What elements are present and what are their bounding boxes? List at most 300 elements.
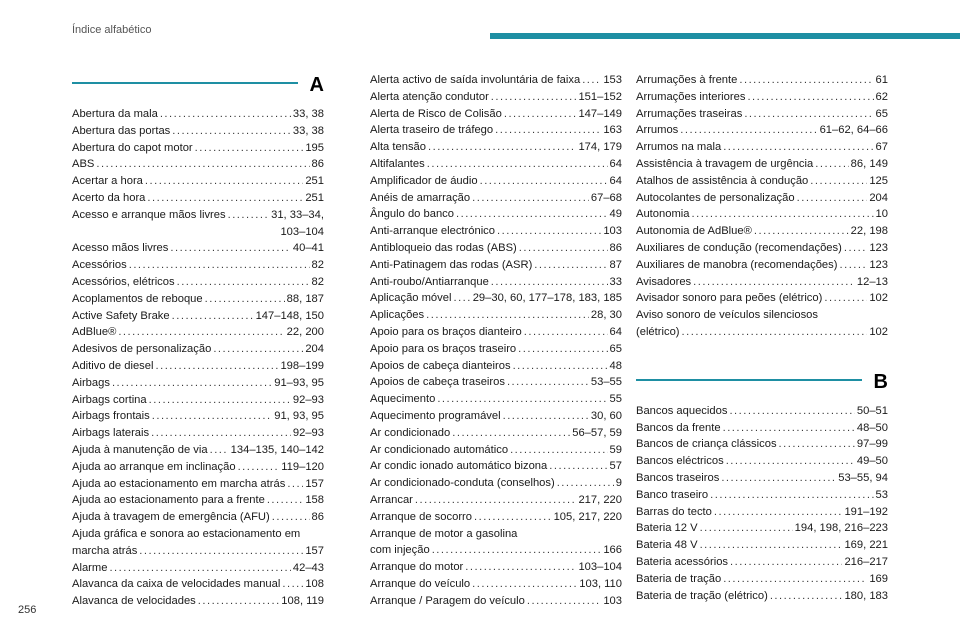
dot-leader — [160, 106, 291, 123]
index-page-ref[interactable]: 147–149 — [578, 107, 622, 120]
dot-leader — [149, 392, 291, 409]
index-page-ref[interactable]: 97–99 — [856, 438, 888, 451]
index-page-ref[interactable]: 153 — [603, 74, 622, 86]
dot-leader — [744, 106, 873, 123]
dot-leader — [210, 442, 229, 459]
index-entry — [72, 375, 324, 392]
index-page-ref[interactable]: 158 — [305, 494, 324, 507]
index-term: Auxiliares de condução (recomendações) — [636, 241, 842, 254]
index-page-ref[interactable]: 86 — [311, 158, 324, 171]
dot-leader — [726, 453, 855, 470]
index-term: Arranque de socorro — [370, 510, 472, 523]
dot-leader — [172, 308, 254, 325]
dot-leader — [682, 324, 868, 341]
index-entry — [370, 223, 622, 240]
index-page-ref[interactable]: 169 — [869, 572, 888, 585]
index-page-ref[interactable]: 33 — [609, 275, 622, 288]
dot-leader — [437, 391, 607, 408]
index-page-ref[interactable]: 65 — [875, 107, 888, 120]
index-page-ref-continued[interactable]: 103–104 — [280, 225, 324, 238]
index-entry — [72, 442, 324, 459]
index-page-ref[interactable]: 42–43 — [292, 561, 324, 574]
index-entry — [370, 307, 622, 324]
index-page-ref[interactable]: 10 — [875, 208, 888, 221]
index-page-ref[interactable]: 91–93, 95 — [274, 376, 324, 389]
dot-leader — [472, 576, 577, 593]
dot-leader — [118, 324, 284, 341]
index-entry — [72, 140, 324, 157]
index-term: Apoios de cabeça traseiros — [370, 376, 505, 389]
index-term: Apoio para os braços dianteiro — [370, 325, 522, 338]
dot-leader — [272, 509, 310, 526]
index-column-1 — [72, 72, 324, 610]
dot-leader — [139, 543, 303, 560]
dot-leader — [96, 156, 309, 173]
index-term: Aplicação móvel — [370, 292, 452, 305]
index-entry — [72, 257, 324, 274]
index-entry — [72, 291, 324, 308]
dot-leader — [729, 403, 854, 420]
index-page-ref[interactable]: 123 — [869, 258, 888, 271]
index-page-ref[interactable]: 103 — [603, 225, 622, 238]
index-term: marcha atrás — [72, 544, 138, 557]
dot-leader — [415, 492, 577, 509]
index-entry — [636, 487, 888, 504]
index-entry — [636, 554, 888, 571]
index-entry — [636, 156, 888, 173]
index-page-ref[interactable]: 53–55, 94 — [838, 471, 888, 484]
index-entry — [370, 206, 622, 223]
index-entry — [72, 392, 324, 409]
index-term: Acesso mãos livres — [72, 242, 169, 255]
index-page-ref[interactable]: 9 — [615, 477, 622, 490]
index-entry — [370, 240, 622, 257]
index-page-ref[interactable]: 88, 187 — [286, 292, 324, 305]
index-entry — [72, 173, 324, 190]
index-term: Apoios de cabeça dianteiros — [370, 359, 511, 372]
index-page-ref[interactable]: 91, 93, 95 — [274, 410, 324, 423]
dot-leader — [151, 425, 291, 442]
dot-leader — [700, 520, 793, 537]
index-page-ref[interactable]: 22, 200 — [286, 326, 324, 339]
dot-leader — [453, 290, 470, 307]
index-page-ref[interactable]: 157 — [305, 544, 324, 557]
index-term: Antibloqueio das rodas (ABS) — [370, 241, 517, 254]
index-entry — [72, 560, 324, 577]
index-term: Autonomia de AdBlue® — [636, 225, 752, 238]
index-page-ref[interactable]: 55 — [609, 393, 622, 406]
dot-leader — [129, 257, 310, 274]
index-page-ref[interactable]: 157 — [305, 477, 324, 490]
index-page-ref[interactable]: 119–120 — [281, 460, 324, 473]
dot-leader — [815, 156, 848, 173]
index-entry — [370, 274, 622, 291]
index-page-ref[interactable]: 82 — [311, 259, 324, 272]
index-entry — [370, 122, 622, 139]
dot-leader — [693, 274, 855, 291]
index-term: Autonomia — [636, 208, 690, 221]
index-page-ref[interactable]: 103–104 — [578, 561, 622, 574]
index-term: Avisador sonoro para peões (elétrico) — [636, 292, 823, 305]
index-term: Ajuda ao estacionamento em marcha atrás — [72, 477, 286, 490]
index-entry — [370, 559, 622, 576]
index-entry — [370, 593, 622, 610]
index-entry — [370, 408, 622, 425]
index-entry — [636, 106, 888, 123]
index-entry — [370, 374, 622, 391]
dot-leader — [557, 475, 614, 492]
index-entry — [636, 290, 888, 307]
dot-leader — [527, 593, 601, 610]
index-entry — [72, 425, 324, 442]
index-term: Anti-arranque electrónico — [370, 225, 495, 238]
dot-leader — [465, 559, 576, 576]
index-term: Bancos aquecidos — [636, 404, 728, 417]
index-page-ref[interactable]: 64 — [609, 174, 622, 187]
page-number: 256 — [18, 604, 37, 616]
index-page-ref[interactable]: 195 — [305, 141, 324, 154]
index-entry — [72, 459, 324, 476]
index-term: Banco traseiro — [636, 488, 709, 501]
index-entry — [72, 509, 324, 526]
dot-leader — [680, 122, 817, 139]
index-page-ref[interactable]: 33, 38 — [292, 108, 324, 120]
index-term: Acerto da hora — [72, 191, 146, 204]
index-term: Arrumações interiores — [636, 90, 746, 103]
index-entry — [370, 257, 622, 274]
index-entry — [370, 492, 622, 509]
index-page-ref[interactable]: 48–50 — [856, 421, 888, 434]
dot-leader — [198, 593, 280, 610]
dot-leader — [428, 139, 576, 156]
index-page-ref[interactable]: 48 — [609, 359, 622, 372]
index-entry — [370, 156, 622, 173]
index-page-ref[interactable]: 251 — [305, 191, 324, 204]
dot-leader — [723, 139, 873, 156]
index-term: Arrumos — [636, 124, 679, 137]
index-entry — [636, 139, 888, 156]
index-page-ref[interactable]: 125 — [869, 174, 888, 187]
index-term: Barras do tecto — [636, 505, 712, 518]
index-page-ref[interactable]: 82 — [311, 275, 324, 288]
index-term: Apoio para os braços traseiro — [370, 342, 517, 355]
index-term: Aplicações — [370, 309, 425, 322]
index-term-line: Aviso sonoro de veículos silenciosos — [636, 309, 818, 322]
index-entry — [72, 576, 324, 593]
index-entry — [636, 257, 888, 274]
dot-leader — [730, 554, 842, 571]
dot-leader — [480, 173, 608, 190]
dot-leader — [152, 408, 273, 425]
index-page-ref[interactable]: 59 — [609, 443, 622, 456]
dot-leader — [844, 240, 867, 257]
index-term: Arrumações traseiras — [636, 107, 743, 120]
index-page-ref[interactable]: 29–30, 60, 177–178, 183, 185 — [472, 292, 622, 305]
dot-leader — [534, 257, 607, 274]
section-header-a — [72, 72, 324, 106]
index-entry — [636, 324, 888, 341]
index-page-ref[interactable]: 204 — [869, 191, 888, 204]
index-term: Ar condicionado — [370, 426, 451, 439]
index-entry — [370, 509, 622, 526]
dot-leader — [497, 223, 601, 240]
index-page-ref[interactable]: 102 — [869, 292, 888, 305]
index-entry — [636, 122, 888, 139]
index-entry — [72, 593, 324, 610]
index-page-ref[interactable]: 108, 119 — [281, 595, 324, 608]
index-page-ref[interactable]: 67–68 — [590, 191, 622, 204]
index-entry — [72, 341, 324, 358]
dot-leader — [797, 190, 868, 207]
index-entry — [72, 240, 324, 257]
dot-leader — [432, 542, 602, 559]
index-term: Bancos eléctricos — [636, 455, 724, 468]
index-page-ref[interactable]: 251 — [305, 175, 324, 188]
index-entry — [72, 106, 324, 123]
section-rule — [636, 379, 862, 381]
dot-leader — [452, 425, 570, 442]
index-page-ref[interactable]: 86, 149 — [850, 157, 888, 170]
header-accent-bar — [490, 33, 960, 39]
dot-leader — [714, 504, 843, 521]
index-term: Bateria acessórios — [636, 555, 729, 568]
dot-leader — [739, 72, 873, 89]
index-page-ref[interactable]: 53 — [875, 488, 888, 501]
index-term: Arrancar — [370, 493, 413, 506]
index-page-ref[interactable]: 108 — [305, 578, 324, 591]
dot-leader — [810, 173, 867, 190]
dot-leader — [170, 240, 291, 257]
index-page-ref[interactable]: 198–199 — [280, 359, 324, 372]
index-term: Bancos de criança clássicos — [636, 438, 777, 451]
index-term: Bateria 48 V — [636, 539, 698, 552]
dot-leader — [824, 290, 867, 307]
index-page-ref[interactable]: 65 — [609, 342, 622, 355]
index-page-ref[interactable]: 67 — [875, 141, 888, 154]
index-term: Ajuda à travagem de emergência (AFU) — [72, 511, 270, 524]
index-page-ref[interactable]: 61 — [875, 74, 888, 86]
index-entry — [72, 324, 324, 341]
index-entry — [636, 240, 888, 257]
index-page-ref[interactable]: 134–135, 140–142 — [230, 443, 324, 456]
dot-leader — [228, 207, 270, 224]
index-term: Autocolantes de personalização — [636, 191, 795, 204]
index-entry — [72, 156, 324, 173]
index-page-ref[interactable]: 169, 221 — [844, 539, 888, 552]
index-term: Acessórios, elétricos — [72, 275, 175, 288]
index-term: Atalhos de assistência à condução — [636, 174, 809, 187]
index-entry — [636, 89, 888, 106]
index-page-ref[interactable]: 56–57, 59 — [572, 426, 622, 439]
index-term: Ajuda ao estacionamento para a frente — [72, 494, 265, 507]
index-page-ref[interactable]: 194, 198, 216–223 — [794, 522, 888, 535]
index-term: Abertura do capot motor — [72, 141, 193, 154]
index-entry — [636, 504, 888, 521]
index-page-ref[interactable]: 53–55 — [590, 376, 622, 389]
index-page-ref[interactable]: 180, 183 — [844, 589, 888, 602]
index-entry — [636, 190, 888, 207]
index-entry — [370, 458, 622, 475]
index-entry — [370, 358, 622, 375]
index-entry — [370, 173, 622, 190]
section-letter: B — [873, 370, 888, 393]
dot-leader — [287, 476, 303, 493]
index-page-ref[interactable]: 174, 179 — [578, 141, 622, 154]
index-entry — [370, 475, 622, 492]
index-page-ref[interactable]: 61–62, 64–66 — [819, 124, 888, 137]
index-term: Arranque do veículo — [370, 577, 471, 590]
index-page-ref[interactable]: 64 — [609, 325, 622, 338]
index-term: Arrumos na mala — [636, 141, 722, 154]
index-entry — [72, 308, 324, 325]
index-page-ref[interactable]: 30, 60 — [590, 409, 622, 422]
index-page-ref[interactable]: 64 — [609, 157, 622, 170]
dot-leader — [754, 223, 849, 240]
index-term: com injeção — [370, 544, 430, 557]
dot-leader — [692, 206, 874, 223]
index-entry — [370, 576, 622, 593]
index-page-ref[interactable]: 191–192 — [844, 505, 888, 518]
dot-leader — [456, 206, 608, 223]
dot-leader — [145, 173, 303, 190]
index-page-ref[interactable]: 123 — [869, 241, 888, 254]
index-page-ref[interactable]: 163 — [603, 124, 622, 137]
dot-leader — [524, 324, 608, 341]
index-page-ref[interactable]: 86 — [609, 241, 622, 254]
index-page-ref[interactable]: 217, 220 — [578, 493, 622, 506]
index-column-3 — [636, 72, 888, 604]
index-entry — [636, 420, 888, 437]
index-entry — [370, 542, 622, 559]
dot-leader — [710, 487, 873, 504]
index-entry — [72, 207, 324, 224]
index-entry — [636, 520, 888, 537]
index-page-ref[interactable]: 40–41 — [292, 242, 324, 255]
dot-leader — [205, 291, 285, 308]
index-page-ref[interactable]: 216–217 — [844, 555, 888, 568]
index-page-ref[interactable]: 12–13 — [856, 275, 888, 288]
index-entry — [370, 391, 622, 408]
dot-leader — [723, 420, 855, 437]
index-page-ref[interactable]: 57 — [609, 460, 622, 473]
index-page-ref[interactable]: 49 — [609, 208, 622, 221]
section-header-b — [636, 369, 888, 403]
index-page-ref[interactable]: 147–148, 150 — [255, 309, 324, 322]
dot-leader — [513, 358, 608, 375]
index-page-ref[interactable]: 22, 198 — [850, 225, 888, 238]
index-term: Bateria 12 V — [636, 522, 698, 535]
index-entry — [636, 173, 888, 190]
index-term: Alavanca de velocidades — [72, 595, 196, 608]
index-entry — [636, 274, 888, 291]
index-entry — [636, 206, 888, 223]
index-term: Airbags — [72, 376, 110, 389]
index-term: Alerta activo de saída involuntária de faixa — [370, 74, 581, 86]
index-term: Arrumações à frente — [636, 74, 738, 86]
index-term-line: Ajuda gráfica e sonora ao estacionamento em — [72, 527, 301, 540]
index-page-ref[interactable]: 151–152 — [578, 90, 622, 103]
dot-leader — [213, 341, 303, 358]
index-term: Bateria de tração — [636, 572, 722, 585]
index-page-ref[interactable]: 204 — [305, 343, 324, 356]
dot-leader — [770, 588, 843, 605]
index-page-ref[interactable]: 33, 38 — [292, 124, 324, 137]
dot-leader — [155, 358, 278, 375]
dot-leader — [549, 458, 607, 475]
index-page-ref[interactable]: 92–93 — [292, 427, 324, 440]
index-page-ref[interactable]: 103, 110 — [579, 577, 622, 590]
index-term: Ajuda à manutenção de via — [72, 443, 208, 456]
index-term: Avisadores — [636, 275, 692, 288]
index-term: Amplificador de áudio — [370, 174, 478, 187]
dot-leader — [507, 374, 589, 391]
dot-leader — [779, 436, 855, 453]
index-page-ref[interactable]: 86 — [311, 511, 324, 524]
index-page-ref[interactable]: 102 — [869, 325, 888, 338]
dot-leader — [519, 240, 608, 257]
index-entry — [72, 476, 324, 493]
index-entry — [636, 537, 888, 554]
dot-leader — [427, 156, 608, 173]
index-entry — [636, 223, 888, 240]
index-term: Aquecimento programável — [370, 409, 501, 422]
index-entry — [636, 72, 888, 89]
header-title: Índice alfabético — [72, 24, 152, 36]
index-page-ref[interactable]: 105, 217, 220 — [553, 510, 622, 523]
dot-leader — [504, 106, 577, 123]
index-page-ref[interactable]: 62 — [875, 90, 888, 103]
index-entry — [370, 139, 622, 156]
index-entry — [72, 408, 324, 425]
dot-leader — [195, 140, 304, 157]
index-entry — [370, 341, 622, 358]
index-term: Alerta de Risco de Colisão — [370, 107, 502, 120]
index-term: Ar condicionado-conduta (conselhos) — [370, 477, 555, 490]
index-term: Bancos da frente — [636, 421, 721, 434]
dot-leader — [426, 307, 589, 324]
dot-leader — [112, 375, 272, 392]
index-term: Alarme — [72, 561, 108, 574]
index-term: Alerta traseiro de tráfego — [370, 124, 494, 137]
index-term: Auxiliares de manobra (recomendações) — [636, 258, 838, 271]
dot-leader — [491, 89, 577, 106]
index-term: Anti-Patinagem das rodas (ASR) — [370, 258, 533, 271]
dot-leader — [474, 509, 552, 526]
index-term: Abertura da mala — [72, 108, 158, 120]
index-term: Arranque / Paragem do veículo — [370, 594, 525, 607]
index-term: Active Safety Brake — [72, 309, 170, 322]
index-term: Anti-roubo/Antiarranque — [370, 275, 489, 288]
index-page-ref[interactable]: 31, 33–34, — [271, 208, 324, 221]
index-term: Acesso e arranque mãos livres — [72, 208, 226, 221]
index-page-ref[interactable]: 50–51 — [856, 404, 888, 417]
index-page-ref[interactable]: 49–50 — [856, 455, 888, 468]
index-term: Aquecimento — [370, 393, 436, 406]
index-term: Acertar a hora — [72, 175, 143, 188]
index-entry — [636, 571, 888, 588]
index-entry — [636, 588, 888, 605]
index-term: Ajuda ao arranque em inclinação — [72, 460, 236, 473]
index-page-ref[interactable]: 103 — [603, 594, 622, 607]
index-page-ref[interactable]: 87 — [609, 258, 622, 271]
index-page-ref[interactable]: 92–93 — [292, 393, 324, 406]
index-page-ref[interactable]: 166 — [603, 544, 622, 557]
index-term: (elétrico) — [636, 325, 680, 338]
index-page-ref[interactable]: 28, 30 — [590, 309, 622, 322]
dot-leader — [491, 274, 608, 291]
index-term: Alerta atenção condutor — [370, 90, 489, 103]
index-entry — [636, 436, 888, 453]
